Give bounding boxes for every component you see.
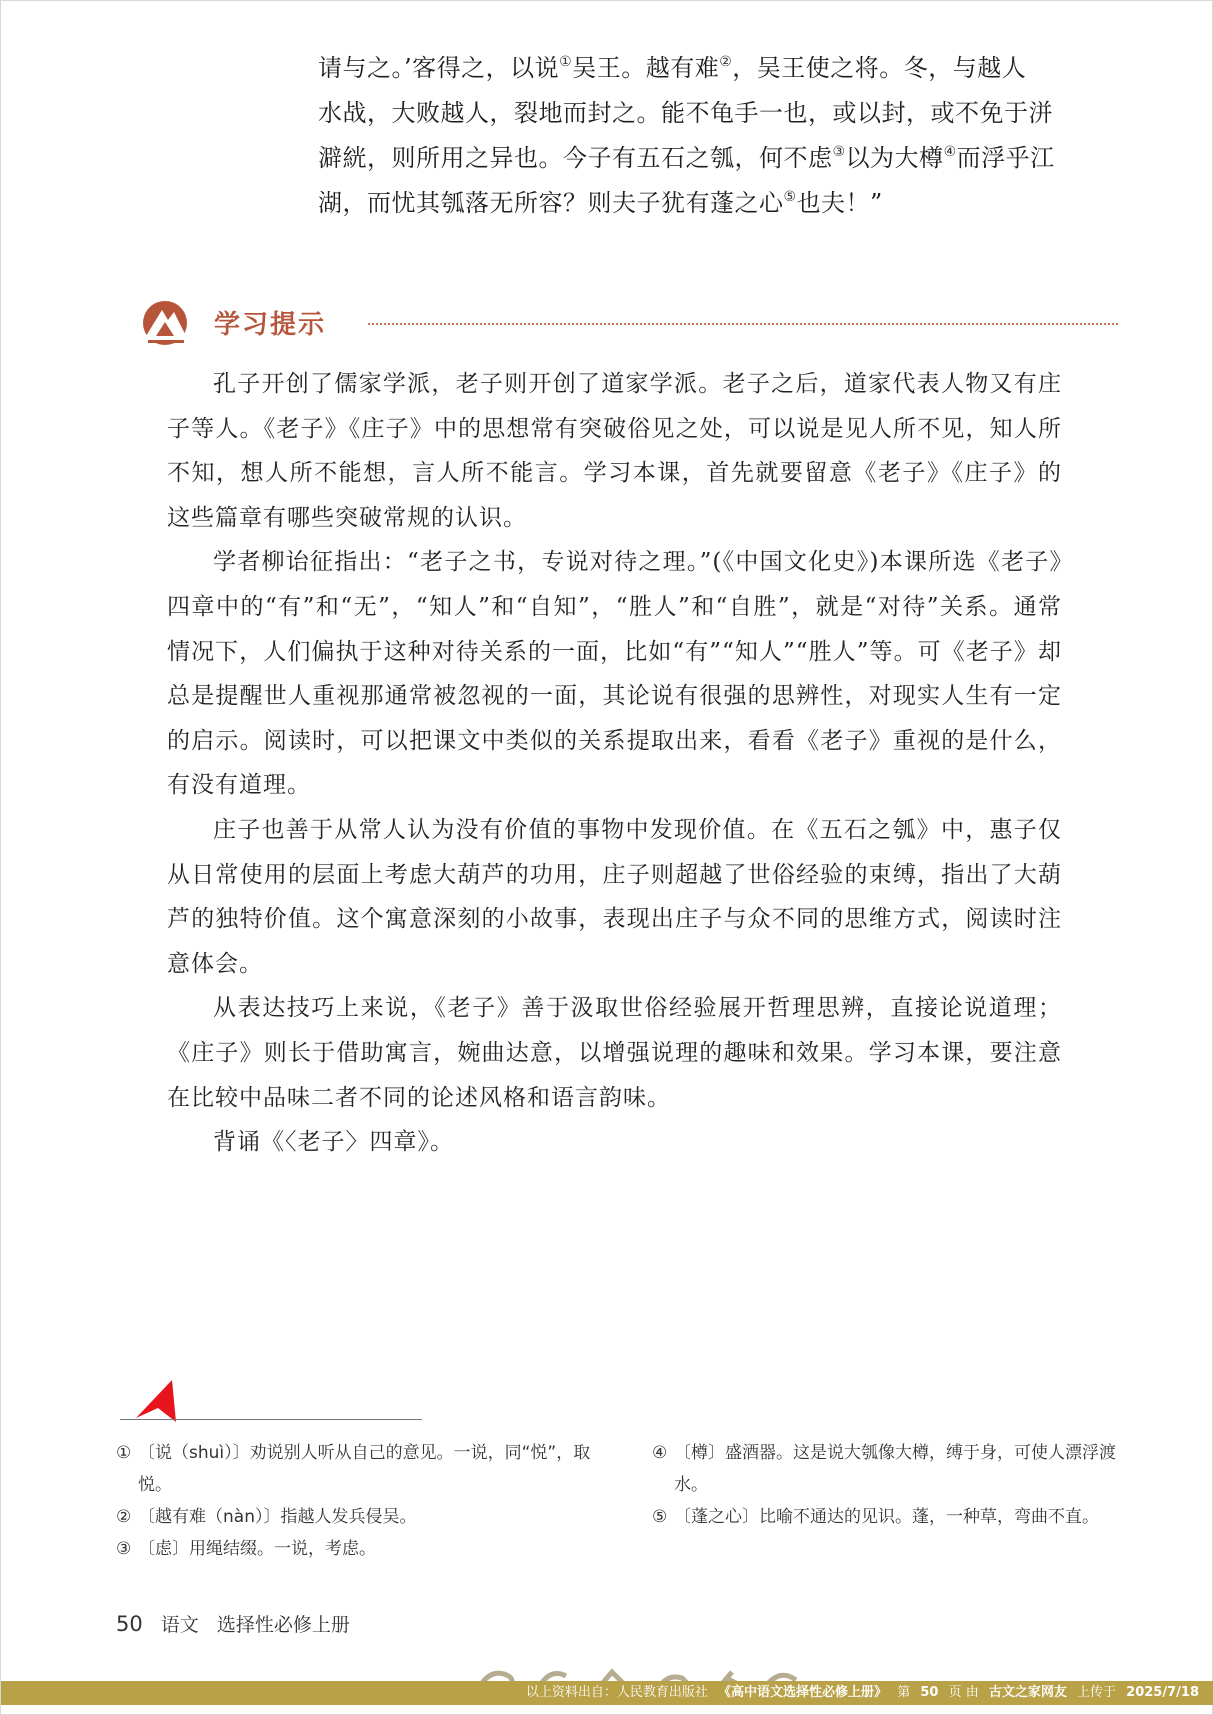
passage-text: 请与之。’客得之，以说 (318, 54, 560, 82)
study-tips-body (167, 362, 1062, 1165)
footnote-text: 〔虑〕用绳结缀。一说，考虑。 (138, 1539, 376, 1559)
banner-page-number: 50 (920, 1685, 939, 1700)
banner-upload-label: 上传于 (1077, 1685, 1117, 1700)
footnote-item (116, 1437, 596, 1501)
passage-line-2: 水战，大败越人，裂地而封之。能不龟手一也，或以封，或不免于洴 (318, 99, 1053, 127)
source-banner (1, 1681, 1213, 1705)
footnote-ref-2[interactable]: ② (719, 54, 733, 70)
banner-book-title: 《高中语文选择性必修上册》 (718, 1685, 888, 1700)
passage-text: 湖，而忧其瓠落无所容？则夫子犹有蓬之心 (318, 189, 784, 217)
footnote-text: 〔樽〕盛酒器。这是说大瓠像大樽，缚于身，可使人漂浮渡水。 (674, 1443, 1116, 1495)
paragraph: 背诵《〈老子〉四章》。 (213, 1129, 454, 1156)
passage-text: 以为大樽 (845, 144, 944, 172)
section-title: 学习提示 (214, 310, 327, 340)
banner-publisher: 人民教育出版社 (616, 1685, 708, 1700)
passage-text: 吴王。越有难 (572, 54, 720, 82)
footnote-number: ③ (116, 1539, 132, 1559)
passage-line-1 (318, 46, 1118, 91)
paragraph: 从表达技巧上来说，《老子》善于汲取世俗经验展开哲理思辨，直接论说道理；《庄子》则长于借助寓言，婉曲达意，以增强说理的趣味和效果。学习本课，要注意在比较中品味二者不同的论述风格和语言韵味。 (167, 995, 1062, 1111)
passage-text: 澼絖，则所用之异也。今子有五石之瓠，何不虑 (318, 144, 833, 172)
section-divider (368, 323, 1118, 325)
section-header (138, 296, 1118, 348)
banner-source-label: 以上资料出自： (525, 1685, 617, 1700)
footnote-item (652, 1437, 1132, 1501)
footnote-ref-4[interactable]: ④ (943, 144, 957, 160)
passage-text: 而浮乎江 (956, 144, 1055, 172)
paragraph: 学者柳诒征指出：“老子之书，专说对待之理。”(《中国文化史》)本课所选《老子》四章中的“有”和“无”，“知人”和“自知”，“胜人”和“自胜”，就是“对待”关系。通常情况下，人们偏执于这种对待关系的一面，比如“有”“知人”“胜人”等。可《老子》却总是提醒世人重视那通常被忽视的一面，其论说有很强的思辨性，对现实人生有一定的启示。阅读时，可以把课文中类似的关系提取出来，看看《老子》重视的是什么，有没有道理。 (167, 549, 1062, 799)
footnote-item (116, 1501, 596, 1533)
passage-continuation (318, 46, 1118, 226)
footnote-number: ② (116, 1507, 132, 1527)
footnote-number: ⑤ (652, 1507, 668, 1527)
passage-line-3 (318, 136, 1118, 181)
banner-page-suffix: 页 由 (948, 1685, 979, 1700)
footnote-divider (120, 1419, 422, 1420)
red-arrow-pointer-icon (132, 1378, 180, 1424)
paragraph: 孔子开创了儒家学派，老子则开创了道家学派。老子之后，道家代表人物又有庄子等人。《老子》《庄子》中的思想常有突破俗见之处，可以说是见人所不见，知人所不知，想人所不能想，言人所不能言。学习本课，首先就要留意《老子》《庄子》的这些篇章有哪些突破常规的认识。 (167, 371, 1062, 531)
book-label: 选择性必修上册 (216, 1614, 350, 1636)
footnote-number: ④ (652, 1443, 668, 1463)
footnote-ref-3[interactable]: ③ (832, 144, 846, 160)
footnote-number: ① (116, 1443, 132, 1463)
page-footer (116, 1610, 362, 1637)
passage-line-4 (318, 181, 1118, 226)
footnote-ref-5[interactable]: ⑤ (783, 189, 797, 205)
footnotes-right-column (652, 1437, 1132, 1533)
footnote-item (652, 1501, 1132, 1533)
passage-text: 也夫！” (796, 189, 883, 217)
passage-text: ，吴王使之将。冬，与越人 (732, 54, 1027, 82)
banner-uploader: 古文之家网友 (988, 1685, 1067, 1700)
mountain-logo-icon (138, 296, 192, 346)
footnote-text: 〔越有难（nàn）〕指越人发兵侵吴。 (138, 1507, 417, 1527)
footnote-item (116, 1533, 596, 1565)
footnotes-left-column (116, 1437, 596, 1565)
banner-page-prefix: 第 (897, 1685, 911, 1700)
page-number: 50 (116, 1612, 143, 1636)
banner-date: 2025/7/18 (1126, 1685, 1199, 1700)
subject-label: 语文 (160, 1614, 199, 1636)
footnote-text: 〔蓬之心〕比喻不通达的见识。蓬，一种草，弯曲不直。 (674, 1507, 1099, 1527)
footnote-ref-1[interactable]: ① (559, 54, 573, 70)
footnote-text: 〔说（shuì）〕劝说别人听从自己的意见。一说，同“悦”，取悦。 (138, 1443, 591, 1495)
paragraph: 庄子也善于从常人认为没有价值的事物中发现价值。在《五石之瓠》中，惠子仅从日常使用的层面上考虑大葫芦的功用，庄子则超越了世俗经验的束缚，指出了大葫芦的独特价值。这个寓意深刻的小故事，表现出庄子与众不同的思维方式，阅读时注意体会。 (167, 816, 1062, 977)
